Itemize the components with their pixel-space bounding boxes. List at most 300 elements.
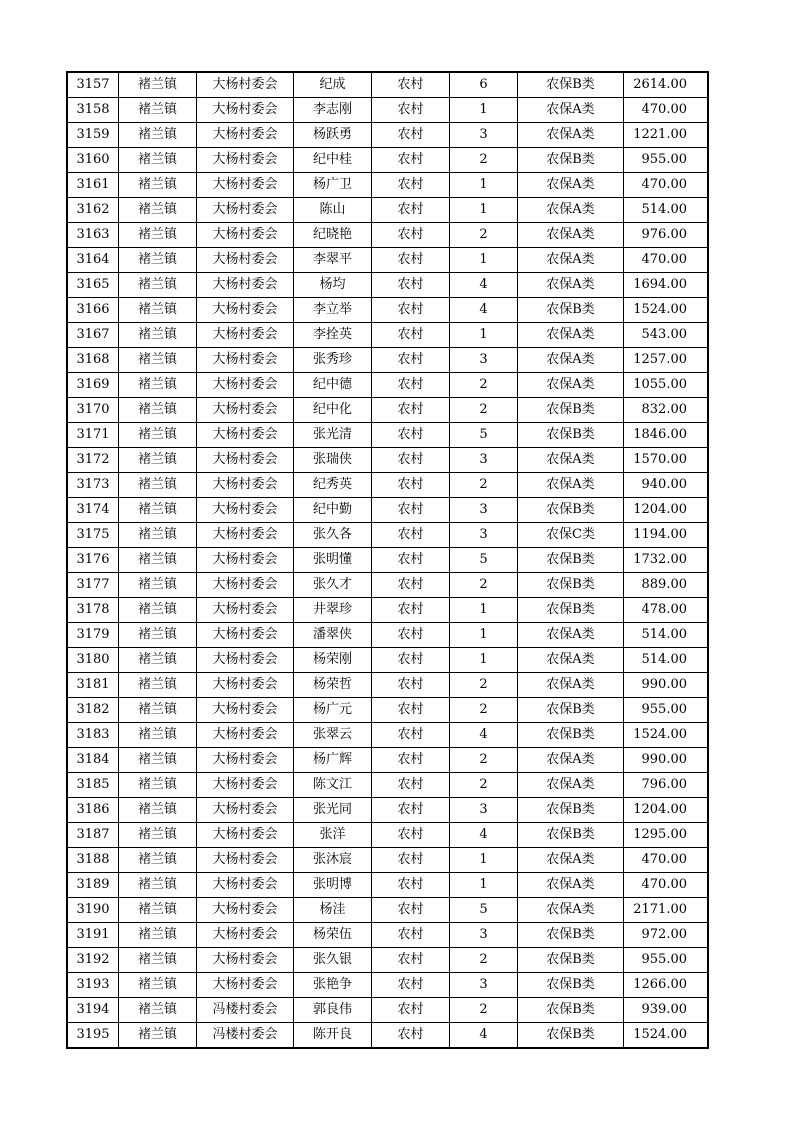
table-row (68, 198, 708, 223)
amount-cell: 470.00 (624, 173, 708, 198)
town-cell: 褚兰镇 (119, 548, 197, 573)
amount-cell: 470.00 (624, 873, 708, 898)
amount-cell: 939.00 (624, 998, 708, 1023)
village-committee-cell: 大杨村委会 (197, 373, 294, 398)
name-cell: 张瑞侠 (294, 448, 372, 473)
village-committee-cell: 大杨村委会 (197, 973, 294, 998)
row-number-cell: 3171 (68, 423, 119, 448)
name-cell: 潘翠侠 (294, 623, 372, 648)
household-size-cell: 1 (450, 648, 518, 673)
amount-cell: 1524.00 (624, 298, 708, 323)
table-row (68, 698, 708, 723)
row-number-cell: 3191 (68, 923, 119, 948)
amount-cell: 514.00 (624, 198, 708, 223)
household-size-cell: 4 (450, 273, 518, 298)
amount-cell: 1524.00 (624, 723, 708, 748)
table-row (68, 148, 708, 173)
insurance-category-cell: 农保B类 (518, 298, 624, 323)
table-row (68, 73, 708, 98)
insurance-category-cell: 农保B类 (518, 573, 624, 598)
town-cell: 褚兰镇 (119, 673, 197, 698)
name-cell: 纪中勤 (294, 498, 372, 523)
beneficiary-table (67, 72, 708, 1048)
village-committee-cell: 大杨村委会 (197, 348, 294, 373)
household-size-cell: 4 (450, 823, 518, 848)
town-cell: 褚兰镇 (119, 398, 197, 423)
insurance-category-cell: 农保A类 (518, 848, 624, 873)
insurance-category-cell: 农保A类 (518, 648, 624, 673)
table-body (68, 73, 708, 1048)
table-row (68, 273, 708, 298)
insurance-category-cell: 农保A类 (518, 323, 624, 348)
town-cell: 褚兰镇 (119, 898, 197, 923)
amount-cell: 2614.00 (624, 73, 708, 98)
name-cell: 郭良伟 (294, 998, 372, 1023)
insurance-category-cell: 农保A类 (518, 173, 624, 198)
household-type-cell: 农村 (372, 623, 450, 648)
amount-cell: 1221.00 (624, 123, 708, 148)
household-type-cell: 农村 (372, 698, 450, 723)
town-cell: 褚兰镇 (119, 623, 197, 648)
amount-cell: 1570.00 (624, 448, 708, 473)
table-row (68, 1023, 708, 1048)
household-size-cell: 2 (450, 948, 518, 973)
amount-cell: 1732.00 (624, 548, 708, 573)
name-cell: 张明博 (294, 873, 372, 898)
name-cell: 李立举 (294, 298, 372, 323)
name-cell: 张洋 (294, 823, 372, 848)
row-number-cell: 3169 (68, 373, 119, 398)
village-committee-cell: 大杨村委会 (197, 898, 294, 923)
household-size-cell: 1 (450, 198, 518, 223)
village-committee-cell: 大杨村委会 (197, 298, 294, 323)
row-number-cell: 3160 (68, 148, 119, 173)
village-committee-cell: 大杨村委会 (197, 573, 294, 598)
village-committee-cell: 大杨村委会 (197, 748, 294, 773)
row-number-cell: 3177 (68, 573, 119, 598)
household-size-cell: 1 (450, 873, 518, 898)
household-size-cell: 4 (450, 723, 518, 748)
amount-cell: 1204.00 (624, 798, 708, 823)
insurance-category-cell: 农保B类 (518, 548, 624, 573)
amount-cell: 1524.00 (624, 1023, 708, 1048)
table-row (68, 548, 708, 573)
household-size-cell: 1 (450, 248, 518, 273)
name-cell: 张沐宸 (294, 848, 372, 873)
row-number-cell: 3173 (68, 473, 119, 498)
town-cell: 褚兰镇 (119, 473, 197, 498)
row-number-cell: 3195 (68, 1023, 119, 1048)
name-cell: 杨广卫 (294, 173, 372, 198)
household-type-cell: 农村 (372, 448, 450, 473)
household-type-cell: 农村 (372, 498, 450, 523)
village-committee-cell: 大杨村委会 (197, 823, 294, 848)
name-cell: 陈文江 (294, 773, 372, 798)
row-number-cell: 3184 (68, 748, 119, 773)
name-cell: 张光清 (294, 423, 372, 448)
household-type-cell: 农村 (372, 223, 450, 248)
row-number-cell: 3158 (68, 98, 119, 123)
village-committee-cell: 大杨村委会 (197, 423, 294, 448)
village-committee-cell: 大杨村委会 (197, 698, 294, 723)
table-row (68, 623, 708, 648)
household-type-cell: 农村 (372, 998, 450, 1023)
household-size-cell: 2 (450, 748, 518, 773)
row-number-cell: 3188 (68, 848, 119, 873)
row-number-cell: 3189 (68, 873, 119, 898)
household-type-cell: 农村 (372, 823, 450, 848)
amount-cell: 955.00 (624, 148, 708, 173)
insurance-category-cell: 农保A类 (518, 223, 624, 248)
insurance-category-cell: 农保A类 (518, 473, 624, 498)
town-cell: 褚兰镇 (119, 448, 197, 473)
household-type-cell: 农村 (372, 248, 450, 273)
table-row (68, 448, 708, 473)
village-committee-cell: 大杨村委会 (197, 148, 294, 173)
table-row (68, 648, 708, 673)
row-number-cell: 3186 (68, 798, 119, 823)
town-cell: 褚兰镇 (119, 73, 197, 98)
village-committee-cell: 冯楼村委会 (197, 1023, 294, 1048)
amount-cell: 832.00 (624, 398, 708, 423)
name-cell: 纪中德 (294, 373, 372, 398)
amount-cell: 1257.00 (624, 348, 708, 373)
household-size-cell: 5 (450, 423, 518, 448)
row-number-cell: 3183 (68, 723, 119, 748)
household-type-cell: 农村 (372, 398, 450, 423)
insurance-category-cell: 农保A类 (518, 348, 624, 373)
town-cell: 褚兰镇 (119, 573, 197, 598)
name-cell: 张翠云 (294, 723, 372, 748)
name-cell: 纪晓艳 (294, 223, 372, 248)
name-cell: 杨荣刚 (294, 648, 372, 673)
amount-cell: 543.00 (624, 323, 708, 348)
insurance-category-cell: 农保A类 (518, 448, 624, 473)
household-type-cell: 农村 (372, 548, 450, 573)
row-number-cell: 3178 (68, 598, 119, 623)
name-cell: 杨跃勇 (294, 123, 372, 148)
town-cell: 褚兰镇 (119, 223, 197, 248)
insurance-category-cell: 农保B类 (518, 498, 624, 523)
row-number-cell: 3182 (68, 698, 119, 723)
household-type-cell: 农村 (372, 673, 450, 698)
household-size-cell: 2 (450, 473, 518, 498)
name-cell: 张久各 (294, 523, 372, 548)
household-type-cell: 农村 (372, 148, 450, 173)
household-size-cell: 3 (450, 348, 518, 373)
village-committee-cell: 大杨村委会 (197, 498, 294, 523)
insurance-category-cell: 农保B类 (518, 598, 624, 623)
table-row (68, 898, 708, 923)
village-committee-cell: 大杨村委会 (197, 523, 294, 548)
name-cell: 杨洼 (294, 898, 372, 923)
table-row (68, 998, 708, 1023)
household-size-cell: 3 (450, 973, 518, 998)
town-cell: 褚兰镇 (119, 773, 197, 798)
household-type-cell: 农村 (372, 848, 450, 873)
village-committee-cell: 大杨村委会 (197, 223, 294, 248)
town-cell: 褚兰镇 (119, 823, 197, 848)
village-committee-cell: 大杨村委会 (197, 623, 294, 648)
amount-cell: 1295.00 (624, 823, 708, 848)
household-type-cell: 农村 (372, 598, 450, 623)
town-cell: 褚兰镇 (119, 348, 197, 373)
insurance-category-cell: 农保A类 (518, 673, 624, 698)
amount-cell: 1846.00 (624, 423, 708, 448)
table-row (68, 948, 708, 973)
amount-cell: 1694.00 (624, 273, 708, 298)
town-cell: 褚兰镇 (119, 148, 197, 173)
household-size-cell: 2 (450, 573, 518, 598)
household-size-cell: 2 (450, 773, 518, 798)
row-number-cell: 3168 (68, 348, 119, 373)
household-type-cell: 农村 (372, 798, 450, 823)
village-committee-cell: 大杨村委会 (197, 448, 294, 473)
row-number-cell: 3175 (68, 523, 119, 548)
household-type-cell: 农村 (372, 523, 450, 548)
name-cell: 杨荣哲 (294, 673, 372, 698)
row-number-cell: 3165 (68, 273, 119, 298)
town-cell: 褚兰镇 (119, 173, 197, 198)
insurance-category-cell: 农保A类 (518, 773, 624, 798)
village-committee-cell: 大杨村委会 (197, 923, 294, 948)
insurance-category-cell: 农保A类 (518, 873, 624, 898)
amount-cell: 2171.00 (624, 898, 708, 923)
household-type-cell: 农村 (372, 1023, 450, 1048)
table-row (68, 498, 708, 523)
name-cell: 纪成 (294, 73, 372, 98)
name-cell: 张光同 (294, 798, 372, 823)
village-committee-cell: 大杨村委会 (197, 873, 294, 898)
table-row (68, 423, 708, 448)
insurance-category-cell: 农保A类 (518, 198, 624, 223)
village-committee-cell: 大杨村委会 (197, 98, 294, 123)
town-cell: 褚兰镇 (119, 923, 197, 948)
village-committee-cell: 大杨村委会 (197, 598, 294, 623)
amount-cell: 940.00 (624, 473, 708, 498)
amount-cell: 514.00 (624, 648, 708, 673)
household-type-cell: 农村 (372, 273, 450, 298)
household-size-cell: 1 (450, 623, 518, 648)
village-committee-cell: 大杨村委会 (197, 248, 294, 273)
row-number-cell: 3170 (68, 398, 119, 423)
insurance-category-cell: 农保A类 (518, 123, 624, 148)
table-row (68, 798, 708, 823)
village-committee-cell: 大杨村委会 (197, 473, 294, 498)
village-committee-cell: 大杨村委会 (197, 323, 294, 348)
amount-cell: 1266.00 (624, 973, 708, 998)
household-type-cell: 农村 (372, 373, 450, 398)
name-cell: 杨广元 (294, 698, 372, 723)
household-type-cell: 农村 (372, 773, 450, 798)
insurance-category-cell: 农保B类 (518, 148, 624, 173)
insurance-category-cell: 农保B类 (518, 698, 624, 723)
table-row (68, 748, 708, 773)
amount-cell: 955.00 (624, 698, 708, 723)
table-row (68, 973, 708, 998)
table-row (68, 298, 708, 323)
row-number-cell: 3174 (68, 498, 119, 523)
household-type-cell: 农村 (372, 73, 450, 98)
household-size-cell: 1 (450, 848, 518, 873)
table-row (68, 773, 708, 798)
amount-cell: 478.00 (624, 598, 708, 623)
household-size-cell: 2 (450, 398, 518, 423)
village-committee-cell: 大杨村委会 (197, 173, 294, 198)
table-row (68, 848, 708, 873)
village-committee-cell: 大杨村委会 (197, 798, 294, 823)
row-number-cell: 3157 (68, 73, 119, 98)
amount-cell: 972.00 (624, 923, 708, 948)
name-cell: 李翠平 (294, 248, 372, 273)
insurance-category-cell: 农保B类 (518, 73, 624, 98)
name-cell: 张艳争 (294, 973, 372, 998)
row-number-cell: 3163 (68, 223, 119, 248)
insurance-category-cell: 农保B类 (518, 998, 624, 1023)
town-cell: 褚兰镇 (119, 698, 197, 723)
household-type-cell: 农村 (372, 723, 450, 748)
household-size-cell: 3 (450, 523, 518, 548)
insurance-category-cell: 农保B类 (518, 423, 624, 448)
insurance-category-cell: 农保B类 (518, 948, 624, 973)
amount-cell: 1055.00 (624, 373, 708, 398)
row-number-cell: 3194 (68, 998, 119, 1023)
name-cell: 纪秀英 (294, 473, 372, 498)
household-size-cell: 3 (450, 448, 518, 473)
amount-cell: 976.00 (624, 223, 708, 248)
household-size-cell: 1 (450, 598, 518, 623)
household-type-cell: 农村 (372, 198, 450, 223)
household-size-cell: 2 (450, 673, 518, 698)
name-cell: 杨均 (294, 273, 372, 298)
insurance-category-cell: 农保B类 (518, 723, 624, 748)
row-number-cell: 3159 (68, 123, 119, 148)
town-cell: 褚兰镇 (119, 948, 197, 973)
town-cell: 褚兰镇 (119, 1023, 197, 1048)
name-cell: 李拴英 (294, 323, 372, 348)
household-size-cell: 3 (450, 923, 518, 948)
table-row (68, 248, 708, 273)
village-committee-cell: 大杨村委会 (197, 723, 294, 748)
amount-cell: 796.00 (624, 773, 708, 798)
insurance-category-cell: 农保B类 (518, 973, 624, 998)
table-row (68, 223, 708, 248)
household-type-cell: 农村 (372, 973, 450, 998)
row-number-cell: 3190 (68, 898, 119, 923)
table-row (68, 873, 708, 898)
village-committee-cell: 大杨村委会 (197, 123, 294, 148)
village-committee-cell: 大杨村委会 (197, 948, 294, 973)
amount-cell: 990.00 (624, 748, 708, 773)
town-cell: 褚兰镇 (119, 798, 197, 823)
name-cell: 井翠珍 (294, 598, 372, 623)
insurance-category-cell: 农保A类 (518, 273, 624, 298)
table-row (68, 473, 708, 498)
village-committee-cell: 大杨村委会 (197, 398, 294, 423)
town-cell: 褚兰镇 (119, 973, 197, 998)
table-row (68, 673, 708, 698)
household-type-cell: 农村 (372, 173, 450, 198)
town-cell: 褚兰镇 (119, 723, 197, 748)
town-cell: 褚兰镇 (119, 423, 197, 448)
town-cell: 褚兰镇 (119, 498, 197, 523)
amount-cell: 470.00 (624, 248, 708, 273)
household-size-cell: 3 (450, 798, 518, 823)
household-size-cell: 1 (450, 173, 518, 198)
household-size-cell: 2 (450, 698, 518, 723)
household-type-cell: 农村 (372, 123, 450, 148)
town-cell: 褚兰镇 (119, 598, 197, 623)
town-cell: 褚兰镇 (119, 873, 197, 898)
name-cell: 张秀珍 (294, 348, 372, 373)
row-number-cell: 3176 (68, 548, 119, 573)
insurance-category-cell: 农保A类 (518, 98, 624, 123)
table-row (68, 723, 708, 748)
row-number-cell: 3192 (68, 948, 119, 973)
name-cell: 纪中桂 (294, 148, 372, 173)
household-type-cell: 农村 (372, 323, 450, 348)
village-committee-cell: 大杨村委会 (197, 273, 294, 298)
household-type-cell: 农村 (372, 423, 450, 448)
table-row (68, 398, 708, 423)
household-size-cell: 3 (450, 123, 518, 148)
household-type-cell: 农村 (372, 648, 450, 673)
row-number-cell: 3185 (68, 773, 119, 798)
insurance-category-cell: 农保A类 (518, 898, 624, 923)
row-number-cell: 3172 (68, 448, 119, 473)
town-cell: 褚兰镇 (119, 323, 197, 348)
name-cell: 杨荣伍 (294, 923, 372, 948)
insurance-category-cell: 农保A类 (518, 373, 624, 398)
row-number-cell: 3181 (68, 673, 119, 698)
table-row (68, 348, 708, 373)
village-committee-cell: 大杨村委会 (197, 548, 294, 573)
name-cell: 陈开良 (294, 1023, 372, 1048)
insurance-category-cell: 农保A类 (518, 623, 624, 648)
insurance-category-cell: 农保A类 (518, 748, 624, 773)
household-size-cell: 2 (450, 373, 518, 398)
table-row (68, 573, 708, 598)
row-number-cell: 3179 (68, 623, 119, 648)
amount-cell: 470.00 (624, 848, 708, 873)
amount-cell: 990.00 (624, 673, 708, 698)
name-cell: 张久银 (294, 948, 372, 973)
table-row (68, 123, 708, 148)
village-committee-cell: 大杨村委会 (197, 673, 294, 698)
amount-cell: 1194.00 (624, 523, 708, 548)
household-type-cell: 农村 (372, 873, 450, 898)
town-cell: 褚兰镇 (119, 98, 197, 123)
name-cell: 陈山 (294, 198, 372, 223)
insurance-category-cell: 农保B类 (518, 798, 624, 823)
household-size-cell: 2 (450, 148, 518, 173)
household-type-cell: 农村 (372, 473, 450, 498)
town-cell: 褚兰镇 (119, 273, 197, 298)
town-cell: 褚兰镇 (119, 523, 197, 548)
table-row (68, 373, 708, 398)
table-row (68, 923, 708, 948)
town-cell: 褚兰镇 (119, 198, 197, 223)
name-cell: 张久才 (294, 573, 372, 598)
household-size-cell: 5 (450, 898, 518, 923)
town-cell: 褚兰镇 (119, 648, 197, 673)
name-cell: 纪中化 (294, 398, 372, 423)
town-cell: 褚兰镇 (119, 248, 197, 273)
name-cell: 张明懂 (294, 548, 372, 573)
household-size-cell: 2 (450, 223, 518, 248)
household-type-cell: 农村 (372, 298, 450, 323)
household-size-cell: 2 (450, 998, 518, 1023)
